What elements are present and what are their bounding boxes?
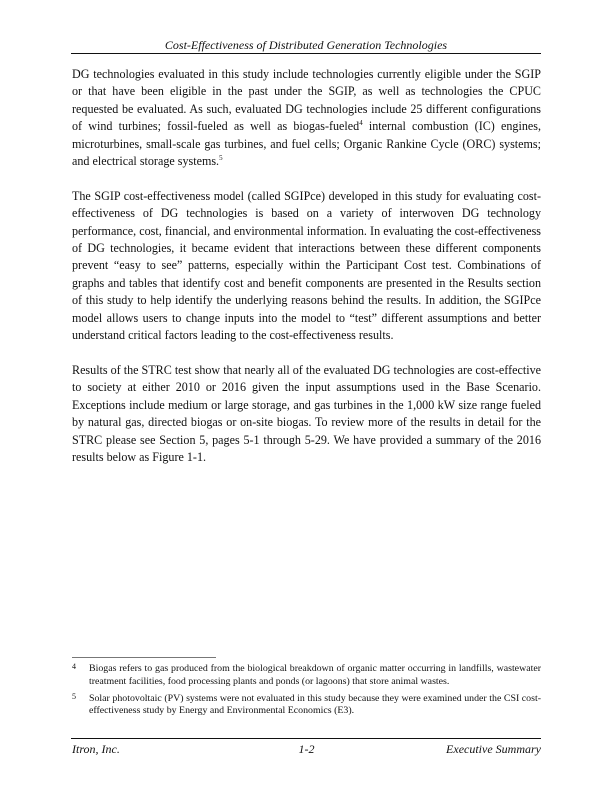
paragraph-1 — [72, 66, 541, 170]
paragraph-1-text-a: DG technologies evaluated in this study include technologies currently eligible under the SGIP or that have been eligible in the past under the SGIP, as well as technologies the CPUC requested be evaluated. As such, evaluated DG technologies include 25 different configurations of wind turbines; fossil-fueled as well as biogas-fueled — [72, 67, 541, 134]
paragraph-1-text-b: internal combustion (IC) engines, microturbines, small-scale gas turbines, and fuel cells; Organic Rankine Cycle (ORC) systems; and electrical storage systems. — [72, 119, 541, 169]
footnote-text: Biogas refers to gas produced from the biological breakdown of organic matter occurring in landfills, wastewater treatment facilities, food processing plants and ponds (or lagoons) that store animal wastes. — [89, 663, 541, 687]
footnote-ref-4[interactable]: 4 — [359, 119, 363, 128]
running-header: Cost-Effectiveness of Distributed Generation Technologies — [164, 38, 448, 52]
footnote-separator — [72, 657, 216, 658]
page-number: 1-2 — [298, 742, 315, 756]
paragraph-3: Results of the STRC test show that nearly all of the evaluated DG technologies are cost-effective to society at either 2010 or 2016 given the input assumptions used in the Base Scenario. Exceptions include medium or large storage, and gas turbines in the 1,000 kW size range fueled by natural gas, directed biogas or on-site biogas. To review more of the results in detail for the STRC please see Section 5, pages 5-1 through 5-29. We have provided a summary of the 2016 results below as Figure 1-1. — [72, 362, 541, 464]
footnote-text: Solar photovoltaic (PV) systems were not evaluated in this study because they were examined under the CSI cost-effectiveness study by Energy and Environmental Economics (E3). — [89, 692, 541, 717]
footer-section: Executive Summary — [446, 742, 541, 756]
footnotes — [72, 663, 541, 722]
footer-company: Itron, Inc. — [72, 742, 120, 756]
footnote-5 — [72, 693, 541, 719]
body-text — [72, 66, 541, 484]
footer-rule — [71, 738, 541, 739]
footnote-number: 5 — [72, 691, 76, 701]
footnote-4 — [72, 663, 541, 689]
paragraph-2: The SGIP cost-effectiveness model (called SGIPce) developed in this study for evaluating cost-effectiveness of DG technologies is based on a variety of interwoven DG technology performance, cost, financial, and environmental information. In evaluating the cost-effectiveness of DG technologies, it became evident that interactions between these different components prevent “easy to see” patterns, especially within the Participant Cost test. Combinations of graphs and tables that identify cost and benefit components are presented in the Results section of this study to help identify the underlying reasons behind the results. In addition, the SGIPce model allows users to change inputs into the model to “test” different assumptions and better understand critical factors leading to the cost-effectiveness results. — [72, 188, 541, 343]
header-rule — [71, 53, 541, 54]
footnote-ref-5[interactable]: 5 — [219, 154, 223, 163]
footnote-number: 4 — [72, 662, 76, 671]
